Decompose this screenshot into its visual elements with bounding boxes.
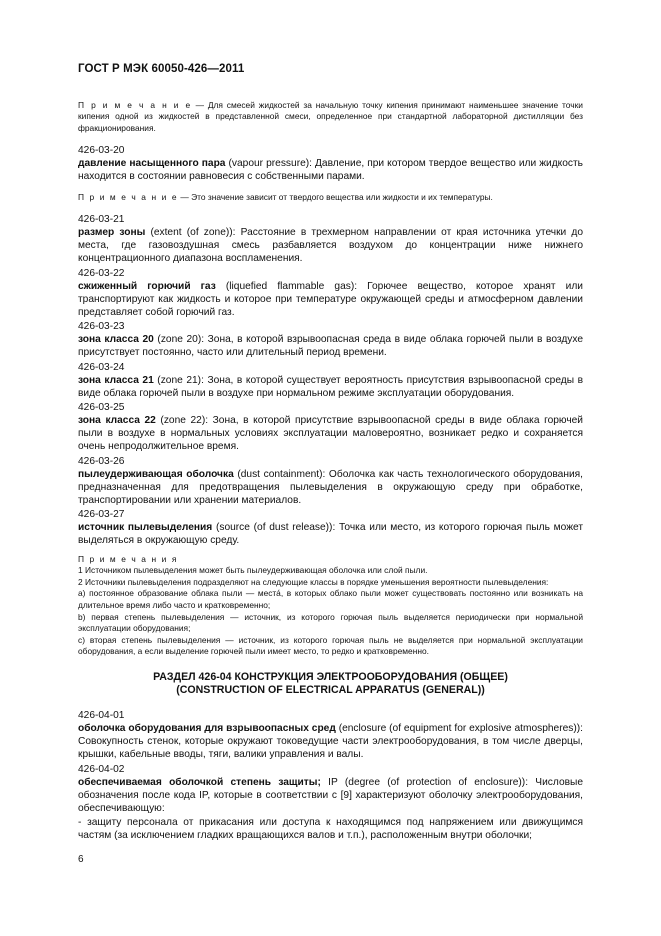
term-code: 426-03-27 bbox=[78, 509, 125, 521]
term-entry bbox=[78, 468, 583, 508]
term-definition: (dust containment): Оболочка как часть технологического оборудования, предназначенная для предотвращения пылевыделения в окружающую среду при обработке, транспортировании или хранении материалов. bbox=[78, 468, 584, 507]
document-body bbox=[78, 100, 583, 843]
document-header: ГОСТ Р МЭК 60050-426—2011 bbox=[78, 63, 245, 75]
notes-block bbox=[78, 554, 583, 658]
term-code: 426-03-25 bbox=[78, 402, 125, 414]
notes-item: с) вторая степень пылевыделения — источник, из которого горючая пыль не выделяется при нормальной эксплуатации оборудования, а если выделение горючей пыли имеет место, то редко и кратковременно. bbox=[78, 634, 583, 657]
term-name: сжиженный горючий газ bbox=[78, 280, 216, 292]
term-code: 426-03-22 bbox=[78, 267, 125, 279]
term-code: 426-03-24 bbox=[78, 361, 125, 373]
list-item: - защиту персонала от прикасания или доступа к находящимся под напряжением или движущимся частям (за исключением гладких вращающихся валов и т.п.), расположенным внутри оболочки; bbox=[78, 817, 583, 842]
notes-item: b) первая степень пылевыделения — источник, из которого горючая пыль выделяется периодически при нормальной эксплуатации оборудования; bbox=[78, 611, 583, 634]
term-code: 426-03-21 bbox=[78, 214, 125, 226]
term-definition: (source (of dust release)): Точка или место, из которого горючая пыль может выделяться в окружающую среду. bbox=[78, 522, 583, 547]
term-entry bbox=[78, 157, 583, 183]
term-definition: (vapour pressure): Давление, при котором твердое вещество или жидкость находится в состоянии равновесия с собственными парами. bbox=[78, 158, 583, 183]
term-definition: (extent (of zone)): Расстояние в трехмерном направлении от края источника утечки до места, где газовоздушная смесь разбавляется воздухом до концентрации ниже нижнего концентрационного диапазона воспламенения. bbox=[78, 227, 583, 265]
term-entry bbox=[78, 414, 583, 454]
term-definition: (zone 20): Зона, в которой взрывоопасная среда в виде облака горючей пыли в воздухе присутствует постоянно, часто или длительный период времени. bbox=[78, 334, 584, 359]
term-code: 426-03-23 bbox=[78, 321, 125, 333]
term-entry bbox=[78, 722, 583, 762]
term-entry bbox=[78, 776, 583, 816]
term-code: 426-03-20 bbox=[78, 145, 125, 157]
term-entry bbox=[78, 226, 583, 266]
section-title bbox=[78, 671, 583, 697]
term-code: 426-04-01 bbox=[78, 710, 125, 722]
term-name: зона класса 20 bbox=[78, 334, 154, 346]
term-entry bbox=[78, 521, 583, 547]
term-code: 426-03-26 bbox=[78, 455, 125, 467]
note bbox=[78, 192, 583, 203]
term-entry bbox=[78, 280, 583, 320]
section-title-line: РАЗДЕЛ 426-04 КОНСТРУКЦИЯ ЭЛЕКТРООБОРУДОВАНИЯ (ОБЩЕЕ) bbox=[153, 671, 508, 684]
note-label: П р и м е ч а н и е bbox=[78, 191, 179, 202]
note-label: П р и м е ч а н и е bbox=[78, 100, 192, 110]
term-name: зона класса 22 bbox=[78, 415, 156, 427]
note bbox=[78, 100, 583, 134]
section-title-line: (CONSTRUCTION OF ELECTRICAL APPARATUS (GENERAL)) bbox=[176, 684, 485, 697]
term-name: источник пылевыделения bbox=[78, 522, 213, 534]
term-entry bbox=[78, 333, 583, 359]
term-definition: (enclosure (of equipment for explosive atmospheres)): Совокупность стенок, которые окружают токоведущие части электрооборудования, в том числе дверцы, крышки, кабельные вводы, тяги, валики управления и валы. bbox=[78, 723, 583, 761]
term-definition: (zone 22): Зона, в которой присутствие взрывоопасной среды в виде облака горючей пыли в воздухе в нормальных условиях эксплуатации маловероятно, возникает редко и сохраняется очень непродолжительное время. bbox=[78, 415, 584, 453]
term-entry bbox=[78, 374, 583, 400]
term-definition: IP (degree (of protection of enclosure)): Числовые обозначения после кода IP, которые в соответствии с [9] характеризуют оболочку электрооборудования, обеспечивающую: bbox=[78, 776, 584, 815]
term-name: пылеудерживающая оболочка bbox=[78, 468, 234, 480]
notes-item: а) постоянное образование облака пыли — места́, в которых облако пыли может существовать постоянно или возникать на длительное время либо часто и кратковременно; bbox=[78, 588, 583, 611]
page-number: 6 bbox=[78, 854, 84, 865]
term-code: 426-04-02 bbox=[78, 763, 125, 775]
notes-label: П р и м е ч а н и я bbox=[78, 553, 178, 564]
term-name: размер зоны bbox=[78, 227, 146, 239]
term-name: зона класса 21 bbox=[78, 374, 154, 386]
term-name: давление насыщенного пара bbox=[78, 158, 226, 170]
term-definition: (zone 21): Зона, в которой существует вероятность присутствия взрывоопасной среды в виде облака горючей пыли в воздухе при нормальном режиме эксплуатации оборудования. bbox=[78, 374, 584, 399]
note-text: — Это значение зависит от твердого вещества или жидкости и их температуры. bbox=[178, 191, 493, 202]
note-text: — Для смесей жидкостей за начальную точку кипения принимают наименьшее значение точки кипения одной из жидкостей в представленной смеси, определенное при стандартной лабораторной дистилляции без фракционирования. bbox=[78, 100, 583, 133]
notes-item: 1 Источником пылевыделения может быть пылеудерживающая оболочка или слой пыли. bbox=[78, 565, 428, 576]
term-definition: (liquefied flammable gas): Горючее вещество, которое хранят или транспортируют как жидкость и которое при температуре окружающей среды и атмосферном давлении представляет собой горючий газ. bbox=[78, 280, 583, 319]
term-name: обеспечиваемая оболочкой степень защиты; bbox=[78, 776, 321, 788]
term-name: оболочка оборудования для взрывоопасных сред bbox=[78, 723, 336, 735]
notes-item: 2 Источники пылевыделения подразделяют на следующие классы в порядке уменьшения вероятности пылевыделения: bbox=[78, 576, 549, 587]
